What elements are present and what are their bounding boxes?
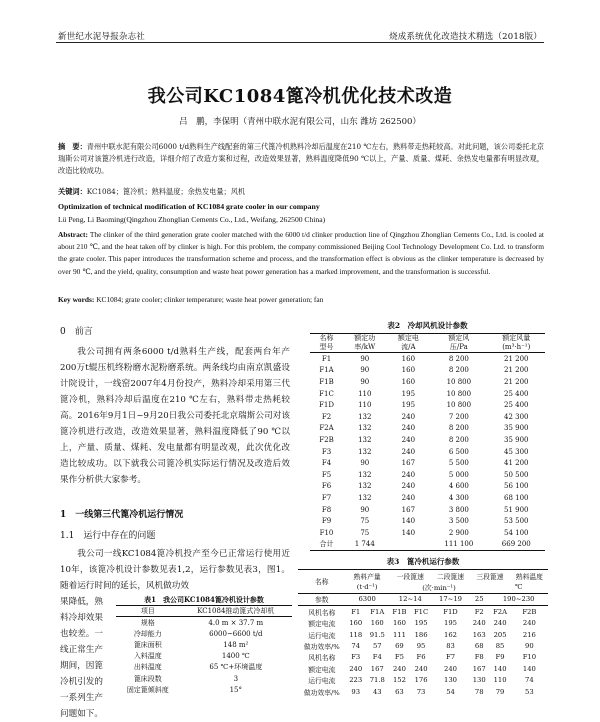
narrow-line: 一系列生产: [60, 693, 103, 703]
keywords-cn-text: KC1084；篦冷机；熟料温度；余热发电量；风机: [86, 187, 246, 196]
table-cell: 160: [401, 377, 416, 386]
table-cell: 25 400: [504, 389, 529, 398]
table-row: [298, 593, 548, 605]
table-cell: F8: [474, 653, 484, 662]
table-cell: F2: [474, 607, 484, 616]
table-cell: 195: [414, 619, 428, 628]
table-cell: 21 200: [504, 377, 529, 386]
table-cell: 57: [372, 642, 382, 651]
table-cell: 8 200: [448, 435, 469, 444]
table-cell: 合计: [319, 540, 334, 549]
narrow-line: 线正常生产: [60, 645, 103, 655]
column-header: 额定风 压/Pa: [448, 334, 470, 351]
table-cell: 51 900: [504, 505, 529, 514]
english-authors: Lü Peng, Li Baoming(Qingzhou Zhonglian Cements Co., Ltd., Weifang, 262500 China): [58, 215, 326, 224]
table-cell: 6 500: [448, 447, 469, 456]
table-cell: F10: [522, 653, 537, 662]
table-cell: 熟料产量: [353, 572, 381, 581]
table-cell: 148 m²: [223, 640, 249, 649]
keywords-en-text: KC1084; grate cooler; clinker temperature; waste heat power generation; fan: [96, 295, 324, 304]
table-cell: 79: [495, 687, 505, 696]
table-row: [116, 606, 292, 617]
table-cell: 熟料温度: [515, 572, 543, 581]
table-cell: 140: [493, 664, 507, 673]
table-cell: F7: [321, 493, 332, 502]
table-cell: 110: [358, 389, 372, 398]
table-cell: 43: [372, 687, 382, 696]
table-cell: 固定篦倾斜度: [126, 685, 169, 694]
keywords-en-label: Key words:: [58, 295, 95, 304]
table-cell: 240: [401, 470, 416, 479]
table-2-caption: 表2 冷却风机设计参数: [387, 321, 468, 330]
table-cell: 140: [401, 528, 416, 537]
table-cell: F6: [321, 482, 332, 491]
abstract-cn-text: 青州中联水泥有限公司6000 t/d熟料生产线配套的第三代篦冷机熟料冷却后温度在210 ℃左右，熟料带走热耗较高。对此问题，该公司委托北京瑞斯公司对该篦冷机进行改造，详细介绍了改造方案和过程，改造效果显著，熟料温度降低90 ℃以上，产量、质量、煤耗、余热发电量都有明显改观，改造比较成功。: [58, 142, 544, 175]
table-cell: 195: [444, 619, 458, 628]
table-row: [310, 434, 545, 446]
table-cell: 195: [401, 389, 416, 398]
table-cell: 160: [392, 619, 406, 628]
table-cell: 78: [474, 687, 484, 696]
table-row: [298, 675, 548, 686]
table-cell: F5: [321, 470, 332, 479]
table-3-caption: 表3 篦冷机运行参数: [386, 557, 460, 566]
table-row: [298, 618, 548, 629]
table-row: [310, 399, 545, 411]
table-cell: 205: [493, 630, 507, 639]
table-cell: 参数: [315, 596, 329, 605]
table-row: [310, 423, 545, 435]
table-cell: 190~230: [502, 595, 535, 604]
table-row: [310, 376, 545, 388]
narrow-line: 问题如下。: [60, 709, 103, 719]
table-cell: F2A: [319, 424, 334, 433]
table-cell: F1B: [392, 607, 407, 616]
table-cell: 额定电流: [308, 665, 336, 674]
table-cell: 140: [522, 664, 536, 673]
table-cell: 冷却能力: [133, 629, 162, 638]
table-cell: 167: [370, 664, 384, 673]
table-row: [310, 446, 545, 458]
table-cell: F2A: [493, 607, 508, 616]
table-cell: 90: [360, 354, 370, 363]
table-cell: 91.5: [369, 630, 385, 639]
table-cell: 3: [233, 674, 239, 683]
table-cell: 56 100: [504, 482, 529, 491]
table-cell: 15°: [229, 685, 243, 694]
table-3-grid: [298, 569, 548, 697]
table-row: [310, 353, 545, 365]
table-cell: 223: [349, 676, 363, 685]
table-cell: 68 100: [504, 493, 529, 502]
table-cell: 8 200: [448, 354, 469, 363]
table-row: [116, 673, 292, 684]
table-row: [298, 652, 548, 663]
table-cell: 240: [444, 664, 458, 673]
table-cell: 240: [392, 664, 406, 673]
table-cell: 75: [360, 517, 370, 526]
table-cell: 篦床段数: [133, 674, 162, 683]
running-header-left: 新世纪水泥导报杂志社: [58, 32, 146, 42]
abstract-en: [58, 229, 544, 278]
table-cell: 167: [401, 505, 416, 514]
table-cell: F1D: [443, 607, 458, 616]
table-cell: 111 100: [444, 540, 474, 549]
table-cell: 10 800: [446, 389, 472, 398]
table-cell: 71.8: [369, 676, 385, 685]
table-cell: 41 200: [504, 459, 529, 468]
abstract-en-label: Abstract:: [58, 230, 88, 239]
table-cell: F3: [351, 653, 361, 662]
table-row: [298, 686, 548, 697]
table-cell: 45 300: [504, 447, 529, 456]
table-cell: F1A: [370, 607, 385, 616]
table-cell: 110: [358, 401, 372, 410]
table-row: [310, 504, 545, 516]
table-cell: 4 600: [448, 482, 469, 491]
table-cell: 21 200: [504, 366, 529, 375]
table-row: [310, 515, 545, 527]
table-row: [310, 411, 545, 423]
table-2: [310, 320, 545, 551]
table-cell: 90: [360, 377, 370, 386]
table-cell: F1B: [319, 377, 334, 386]
table-cell: (t·d⁻¹): [356, 583, 378, 592]
table-row: [116, 628, 292, 639]
table-2-body: [310, 353, 545, 551]
table-cell: 65 ℃+环境温度: [209, 663, 263, 672]
table-row: [116, 684, 292, 695]
table-cell: 项目: [140, 607, 155, 615]
table-cell: 3 500: [448, 517, 469, 526]
table-cell: 三段篦速: [476, 572, 504, 581]
table-cell: 240: [401, 435, 416, 444]
table-row: [116, 662, 292, 673]
table-row: [298, 629, 548, 640]
paper-title: 我公司KC1084篦冷机优化技术改造: [147, 86, 453, 107]
table-cell: F2: [321, 412, 332, 421]
abstract-en-text: The clinker of the third generation grate cooler matched with the 6000 t/d clinker production line of Qingzhou Zhonglian Cements Co., Ltd. is cooled at about 210 ℃, and the heat taken off by clinker is high. For this problem, the company commissioned Beijing Cool Technology Development Co. Ltd. to transform the grate cooler. This paper introduces the transformation scheme and process, and the transformation effect is obvious as the clinker temperature is decreased by over 90 ℃, and the yield, quality, consumption and waste heat power generation has a marked improvement, and the transformation is successful.: [58, 230, 544, 276]
keywords-cn-label: 关键词：: [58, 187, 87, 196]
keywords-en: [58, 294, 544, 306]
keywords-cn: [58, 186, 544, 198]
abstract-cn-label: 摘 要：: [58, 142, 87, 151]
table-row: [310, 469, 545, 481]
narrow-line: 冷机引发的: [60, 677, 103, 687]
table-row: [310, 527, 545, 539]
table-cell: 一段篦速: [396, 572, 424, 581]
table-row: [310, 365, 545, 377]
column-header: 额定功 率/kW: [354, 334, 376, 351]
table-cell: 25: [474, 595, 484, 604]
table-cell: 111: [392, 630, 406, 639]
table-cell: F6: [416, 653, 426, 662]
table-cell: 运行电流: [308, 677, 336, 686]
table-cell: 130: [444, 676, 458, 685]
table-cell: 132: [358, 493, 372, 502]
table-cell: 195: [401, 401, 416, 410]
table-cell: 90: [525, 642, 534, 651]
table-cell: ℃: [514, 583, 523, 592]
table-cell: 160: [349, 619, 363, 628]
table-cell: 1 744: [354, 540, 375, 549]
table-cell: 240: [472, 619, 486, 628]
table-cell: 160: [401, 354, 416, 363]
table-cell: 8 200: [448, 424, 469, 433]
table-cell: 132: [358, 435, 372, 444]
table-row: [310, 492, 545, 504]
table-cell: 额定电流: [308, 620, 336, 629]
table-cell: F8: [321, 505, 332, 514]
table-cell: 240: [401, 412, 416, 421]
table-header-row: [298, 570, 548, 582]
table-cell: 75: [360, 528, 370, 537]
table-cell: 6000~6600 t/d: [209, 629, 263, 638]
table-cell: 二段篦速: [436, 572, 465, 581]
table-cell: 110: [493, 676, 507, 685]
table-cell: F5: [394, 653, 404, 662]
table-cell: 130: [472, 676, 486, 685]
table-cell: 5 000: [448, 470, 469, 479]
table-cell: 669 200: [501, 540, 531, 549]
table-row: [116, 651, 292, 662]
section-1-paragraph: 我公司一线KC1084篦冷机投产至今已正常运行使用近10年，该篦冷机设计参数见表1,2，运行参数见表3，图1。随着运行时间的延长，风机做功效: [60, 549, 290, 591]
table-cell: F1D: [319, 401, 334, 410]
table-1-caption: 表1 我公司KC1084篦冷机设计参数: [144, 595, 264, 604]
table-cell: 152: [392, 676, 406, 685]
table-cell: 90: [360, 459, 370, 468]
subsection-1-1-heading: 1.1 运行中存在的问题: [60, 531, 156, 541]
table-cell: 入料温度: [133, 652, 162, 661]
table-cell: 132: [358, 470, 372, 479]
table-cell: 4.0 m × 37.7 m: [208, 618, 264, 627]
table-cell: 54 100: [504, 528, 529, 537]
table-cell: 160: [370, 619, 384, 628]
english-title: Optimization of technical modification of KC1084 grate cooler in our company: [58, 202, 320, 211]
table-cell: F4: [372, 653, 382, 662]
table-cell: 73: [416, 687, 426, 696]
table-cell: 1400 ℃: [221, 652, 250, 661]
author-line: 吕 鹏，李保明（青州中联水泥有限公司，山东 潍坊 262500）: [179, 117, 421, 127]
table-cell: 35 900: [504, 435, 529, 444]
table-cell: 50 500: [504, 470, 529, 479]
table-row: [310, 539, 545, 551]
narrow-line: 果降低，熟: [60, 597, 103, 607]
table-cell: 90: [360, 366, 370, 375]
table-cell: 240: [401, 447, 416, 456]
table-row: [298, 640, 548, 651]
table-row: [310, 457, 545, 469]
narrow-line: 也较差。一: [60, 629, 103, 639]
table-cell: F3: [321, 447, 332, 456]
abstract-cn: [58, 141, 544, 177]
table-cell: 160: [401, 366, 416, 375]
table-cell: 167: [472, 664, 486, 673]
narrow-line: 期间，因篦: [60, 661, 103, 671]
table-cell: F9: [495, 653, 505, 662]
table-cell: 74: [351, 642, 361, 651]
table-cell: F1C: [319, 389, 334, 398]
table-cell: 69: [395, 642, 404, 651]
table-cell: 54: [446, 687, 455, 696]
table-cell: 25 400: [504, 401, 529, 410]
table-cell: 35 900: [504, 424, 529, 433]
table-cell: 240: [493, 619, 507, 628]
table-cell: 做功效率/%: [303, 688, 340, 697]
section-0-paragraph: 我公司拥有两条6000 t/d熟料生产线，配套两台年产200万t辊压机终粉磨水泥粉磨系统。两条线均由南京凯盛设计院设计，一线窑2007年4月份投产，熟料冷却采用第三代篦冷机，熟料冷却后温度在210 ℃左右，熟料带走热耗较高。2016年9月1日~9月20日我公司委托北京瑞斯公司对该篦冷机进行改造，改造效果显著，熟料温度降低了90 ℃以上，产量、质量、煤耗、发电量都有明显改观，此次优化改造比较成功。以下就我公司篦冷机实际运行情况及改造后效果作分析供大家参考。: [60, 347, 290, 485]
table-cell: 10 800: [446, 377, 472, 386]
table-cell: 7 200: [448, 412, 469, 421]
table-cell: 21 200: [504, 354, 529, 363]
table-cell: 140: [401, 517, 416, 526]
table-cell: F1: [321, 354, 332, 363]
table-cell: F1A: [319, 366, 334, 375]
table-cell: 12~14: [398, 595, 422, 604]
table-row: [116, 639, 292, 650]
table-2-grid: [310, 333, 545, 551]
table-cell: 4 300: [448, 493, 469, 502]
table-cell: F4: [321, 459, 332, 468]
table-cell: 176: [414, 676, 428, 685]
table-cell: 规格: [140, 618, 155, 627]
table-cell: 163: [472, 630, 486, 639]
table-cell: 240: [401, 424, 416, 433]
table-1: [116, 595, 292, 695]
table-3-body: [298, 606, 548, 698]
table-cell: KC1084推动篦式冷却机: [197, 607, 275, 615]
table-cell: 90: [360, 505, 370, 514]
table-cell: 216: [522, 630, 536, 639]
table-cell: F2B: [522, 607, 537, 616]
table-cell: 运行电流: [308, 631, 336, 640]
table-cell: 95: [416, 642, 426, 651]
table-cell: 5 500: [448, 459, 469, 468]
table-header-row: [310, 334, 545, 353]
table-cell: 8 200: [448, 366, 469, 375]
table-cell: F1C: [413, 607, 429, 616]
table-cell: 风机名称: [308, 608, 336, 617]
table-cell: 53: [525, 687, 534, 696]
section-1-paragraph-narrow: [60, 594, 112, 722]
table-cell: 118: [349, 630, 363, 639]
column-header: 额定电 流/A: [397, 334, 419, 351]
table-3: [298, 556, 548, 697]
table-cell: 240: [349, 664, 363, 673]
table-cell: 17~19: [439, 595, 463, 604]
table-cell: F2B: [319, 435, 334, 444]
table-row: [310, 388, 545, 400]
table-cell: F10: [319, 528, 334, 537]
table-row: [298, 663, 548, 674]
table-cell: 85: [495, 642, 505, 651]
table-cell: 240: [401, 493, 416, 502]
header-divider: [56, 42, 544, 43]
table-cell: F9: [321, 517, 332, 526]
column-header: 额定风量 (m³·h⁻¹): [502, 334, 531, 351]
running-header-right: 烧成系统优化改造技术精选（2018版）: [389, 32, 542, 42]
narrow-line: 料冷却效果: [60, 613, 103, 623]
table-cell: 83: [446, 642, 455, 651]
table-cell: 出料温度: [133, 663, 162, 672]
table-row: [116, 617, 292, 629]
table-cell: 风机名称: [308, 654, 336, 663]
table-cell: 240: [522, 619, 536, 628]
table-cell: 240: [401, 482, 416, 491]
table-cell: 53 500: [504, 517, 529, 526]
table-cell: 68: [474, 642, 484, 651]
table-cell: 篦床面积: [133, 640, 162, 649]
table-cell: F7: [446, 653, 456, 662]
table-cell: 74: [525, 676, 534, 685]
table-row: [298, 606, 548, 618]
table-cell: F1: [351, 607, 361, 616]
table-cell: 42 300: [504, 412, 529, 421]
table-cell: 162: [444, 630, 458, 639]
table-cell: 132: [358, 424, 372, 433]
table-1-grid: [116, 605, 292, 695]
table-row: [310, 481, 545, 493]
table-cell: 167: [401, 459, 416, 468]
table-cell: (次·min⁻¹): [422, 584, 456, 593]
table-cell: 3 800: [448, 505, 469, 514]
section-1-heading: 1 一线第三代篦冷机运行情况: [60, 510, 184, 520]
table-cell: 做功效率/%: [303, 643, 340, 652]
table-cell: 名称: [315, 578, 329, 587]
table-cell: 186: [414, 630, 428, 639]
table-cell: [387, 539, 431, 551]
table-cell: 63: [395, 687, 404, 696]
table-cell: 93: [351, 687, 361, 696]
table-cell: 132: [358, 412, 372, 421]
table-cell: 132: [358, 447, 372, 456]
table-cell: 132: [358, 482, 372, 491]
table-cell: 240: [414, 664, 428, 673]
column-header: 名称 型号: [319, 334, 334, 351]
table-cell: 6300: [358, 595, 376, 604]
table-cell: 10 800: [446, 401, 472, 410]
section-0-heading: 0 前言: [60, 327, 93, 337]
table-cell: 2 900: [448, 528, 469, 537]
